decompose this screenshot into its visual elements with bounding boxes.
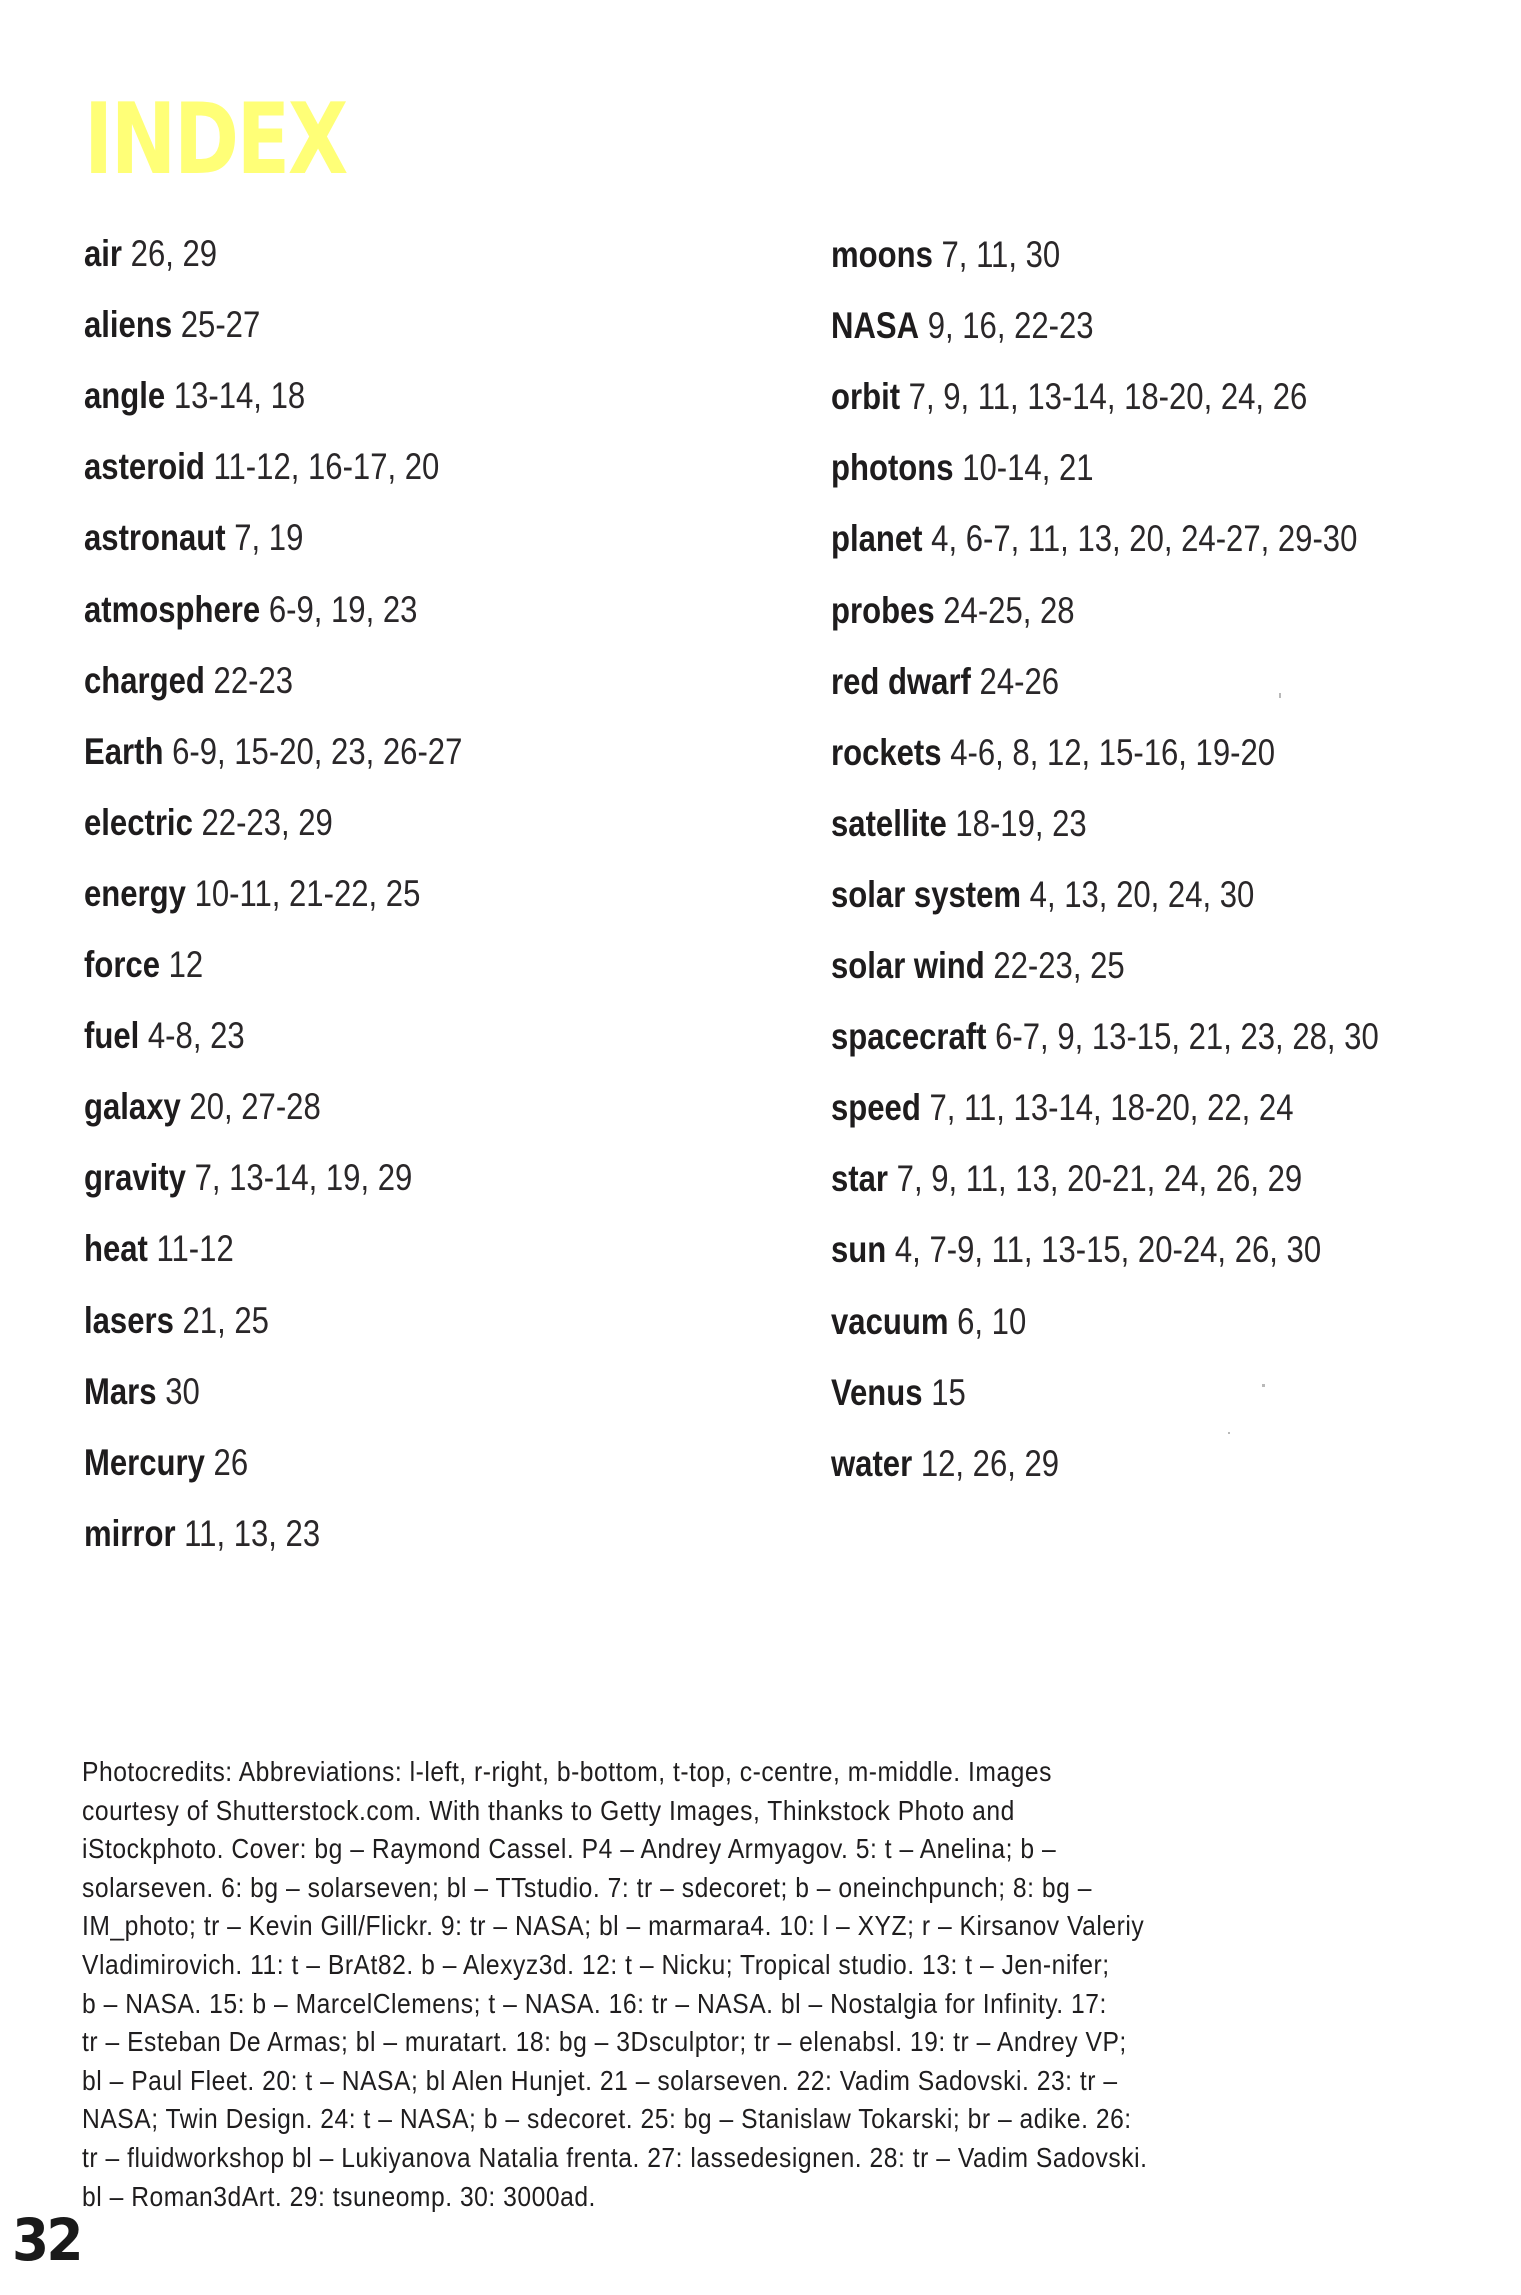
index-pages: 9, 16, 22-23 (927, 305, 1094, 347)
index-entry (84, 1512, 320, 1556)
index-entry (84, 1227, 234, 1271)
index-entry (84, 232, 217, 276)
index-pages: 7, 13-14, 19, 29 (194, 1157, 413, 1199)
index-term: star (831, 1158, 889, 1200)
index-entry (84, 303, 260, 347)
index-term: NASA (831, 305, 920, 347)
index-pages: 12 (168, 944, 204, 985)
index-pages: 22-23, 29 (201, 801, 333, 843)
index-pages: 10-14, 21 (962, 447, 1094, 489)
index-term: moons (831, 234, 933, 275)
index-pages: 7, 11, 30 (941, 234, 1061, 275)
index-entry (84, 801, 333, 845)
photocredits-line: courtesy of Shutterstock.com. With thanks to Getty Images, Thinkstock Photo and (82, 1794, 1015, 1826)
index-entry (831, 517, 1357, 561)
index-term: atmosphere (84, 588, 261, 630)
index-entry (831, 873, 1254, 917)
index-pages: 6-9, 15-20, 23, 26-27 (172, 730, 463, 772)
index-term: gravity (84, 1157, 186, 1199)
index-entry (84, 1370, 200, 1414)
index-term: force (84, 944, 161, 985)
index-entry (831, 1371, 966, 1415)
photocredits-line: tr – Esteban De Armas; bl – muratart. 18: bg – 3Dsculptor; tr – elenabsl. 19: tr – Andrey VP; (82, 2026, 1127, 2058)
index-term: water (831, 1442, 913, 1484)
index-term: charged (84, 659, 205, 701)
photocredits-line: IM_photo; tr – Kevin Gill/Flickr. 9: tr – NASA; bl – marmara4. 10: l – XYZ; r – Kirsanov Valeriy (82, 1910, 1145, 1942)
index-term: orbit (831, 376, 901, 418)
index-term: photons (831, 447, 954, 489)
index-entry (831, 375, 1307, 419)
index-term: rockets (831, 731, 942, 773)
index-entry (831, 446, 1094, 490)
index-entry (84, 1441, 248, 1485)
index-term: heat (84, 1228, 148, 1270)
index-term: solar wind (831, 945, 985, 986)
index-pages: 4, 13, 20, 24, 30 (1029, 873, 1255, 915)
index-term: air (84, 233, 123, 274)
index-term: electric (84, 801, 193, 843)
index-pages: 21, 25 (182, 1299, 269, 1341)
print-speck (1228, 1432, 1230, 1434)
index-entry (831, 660, 1059, 704)
index-entry (831, 1086, 1293, 1130)
index-entry (831, 944, 1125, 988)
index-term: sun (831, 1229, 887, 1271)
photocredits-line: iStockphoto. Cover: bg – Raymond Cassel. P4 – Andrey Armyagov. 5: t – Anelina; b – (82, 1833, 1057, 1865)
index-entry (84, 1085, 321, 1129)
index-entry (84, 1014, 245, 1058)
index-term: galaxy (84, 1086, 181, 1128)
index-entry (831, 1015, 1379, 1059)
print-speck (1279, 693, 1281, 698)
index-entry (84, 659, 293, 703)
index-title: INDEX (84, 83, 346, 197)
index-pages: 26, 29 (130, 233, 218, 274)
index-pages: 4-6, 8, 12, 15-16, 19-20 (950, 731, 1276, 773)
page-number: 32 (12, 2206, 81, 2274)
photocredits-line: b – NASA. 15: b – MarcelClemens; t – NASA. 16: tr – NASA. bl – Nostalgia for Infinity. 17: (82, 1987, 1107, 2019)
index-pages: 30 (165, 1370, 200, 1412)
index-entry (831, 1442, 1059, 1486)
index-entry (831, 1228, 1321, 1272)
index-entry (831, 304, 1094, 348)
index-term: astronaut (84, 517, 226, 559)
index-term: Venus (831, 1371, 923, 1413)
index-term: energy (84, 872, 186, 914)
photocredits-line: NASA; Twin Design. 24: t – NASA; b – sdecoret. 25: bg – Stanislaw Tokarski; br – adike. 26: (82, 2103, 1132, 2135)
index-term: aliens (84, 304, 173, 346)
index-pages: 7, 9, 11, 13, 20-21, 24, 26, 29 (896, 1158, 1303, 1200)
index-pages: 22-23 (213, 659, 294, 701)
index-pages: 7, 9, 11, 13-14, 18-20, 24, 26 (908, 376, 1308, 418)
index-pages: 11-12 (156, 1228, 234, 1270)
index-term: asteroid (84, 446, 205, 488)
index-entry (84, 1299, 269, 1343)
index-term: speed (831, 1087, 921, 1129)
index-term: Mercury (84, 1441, 205, 1483)
index-term: red dwarf (831, 660, 971, 702)
index-term: probes (831, 589, 935, 631)
index-pages: 25-27 (180, 304, 261, 346)
index-term: lasers (84, 1299, 174, 1341)
index-pages: 11, 13, 23 (184, 1512, 321, 1554)
index-term: vacuum (831, 1300, 949, 1342)
index-pages: 4, 7-9, 11, 13-15, 20-24, 26, 30 (894, 1229, 1322, 1271)
photocredits-line: bl – Paul Fleet. 20: t – NASA; bl Alen Hunjet. 21 – solarseven. 22: Vadim Sadovski. 23: tr – (82, 2064, 1118, 2096)
index-pages: 22-23, 25 (993, 945, 1125, 986)
index-term: Mars (84, 1370, 157, 1412)
index-pages: 10-11, 21-22, 25 (194, 872, 421, 914)
index-pages: 26 (213, 1441, 249, 1483)
index-entry (84, 374, 305, 418)
index-entry (84, 872, 420, 916)
index-term: solar system (831, 873, 1022, 915)
index-pages: 4, 6-7, 11, 13, 20, 24-27, 29-30 (931, 518, 1358, 560)
index-entry (831, 589, 1075, 633)
index-term: Earth (84, 730, 164, 772)
index-entry (831, 731, 1275, 775)
index-pages: 7, 19 (234, 517, 304, 559)
index-term: planet (831, 518, 923, 560)
index-entry (84, 730, 462, 774)
index-pages: 12, 26, 29 (920, 1442, 1060, 1484)
index-term: satellite (831, 802, 947, 844)
print-speck (1262, 1384, 1265, 1387)
index-term: spacecraft (831, 1016, 987, 1058)
index-pages: 20, 27-28 (189, 1086, 321, 1128)
index-pages: 7, 11, 13-14, 18-20, 22, 24 (929, 1087, 1294, 1129)
index-term: mirror (84, 1512, 176, 1554)
index-pages: 24-26 (979, 660, 1060, 702)
index-term: fuel (84, 1015, 140, 1057)
index-entry (84, 445, 439, 489)
index-entry (831, 1157, 1302, 1201)
index-term: angle (84, 375, 166, 417)
index-entry (84, 516, 303, 560)
photocredits-line: Photocredits: Abbreviations: l-left, r-right, b-bottom, t-top, c-centre, m-middle. Images (82, 1756, 1052, 1787)
index-entry (831, 802, 1087, 846)
index-pages: 13-14, 18 (173, 375, 306, 417)
index-pages: 6-9, 19, 23 (268, 588, 418, 630)
index-entry (831, 1300, 1026, 1344)
index-pages: 18-19, 23 (955, 802, 1087, 844)
index-entry (84, 588, 417, 632)
index-pages: 24-25, 28 (943, 589, 1075, 631)
index-pages: 4-8, 23 (147, 1015, 245, 1057)
index-entry (84, 1156, 412, 1200)
photocredits-line: solarseven. 6: bg – solarseven; bl – TTstudio. 7: tr – sdecoret; b – oneinchpunch; 8: bg – (82, 1871, 1092, 1903)
photocredits-line: Vladimirovich. 11: t – BrAt82. b – Alexyz3d. 12: t – Nicku; Tropical studio. 13: t – Jen-nifer; (82, 1949, 1110, 1980)
index-pages: 6, 10 (957, 1300, 1027, 1342)
photocredits-line: tr – fluidworkshop bl – Lukiyanova Natalia frenta. 27: lassedesignen. 28: tr – Vadim Sadovski. (82, 2142, 1148, 2173)
index-pages: 15 (931, 1371, 966, 1413)
photocredits-line: bl – Roman3dArt. 29: tsuneomp. 30: 3000ad. (82, 2180, 596, 2212)
index-pages: 11-12, 16-17, 20 (213, 446, 440, 488)
index-entry (831, 233, 1060, 277)
index-entry (84, 943, 203, 987)
index-pages: 6-7, 9, 13-15, 21, 23, 28, 30 (995, 1016, 1379, 1058)
